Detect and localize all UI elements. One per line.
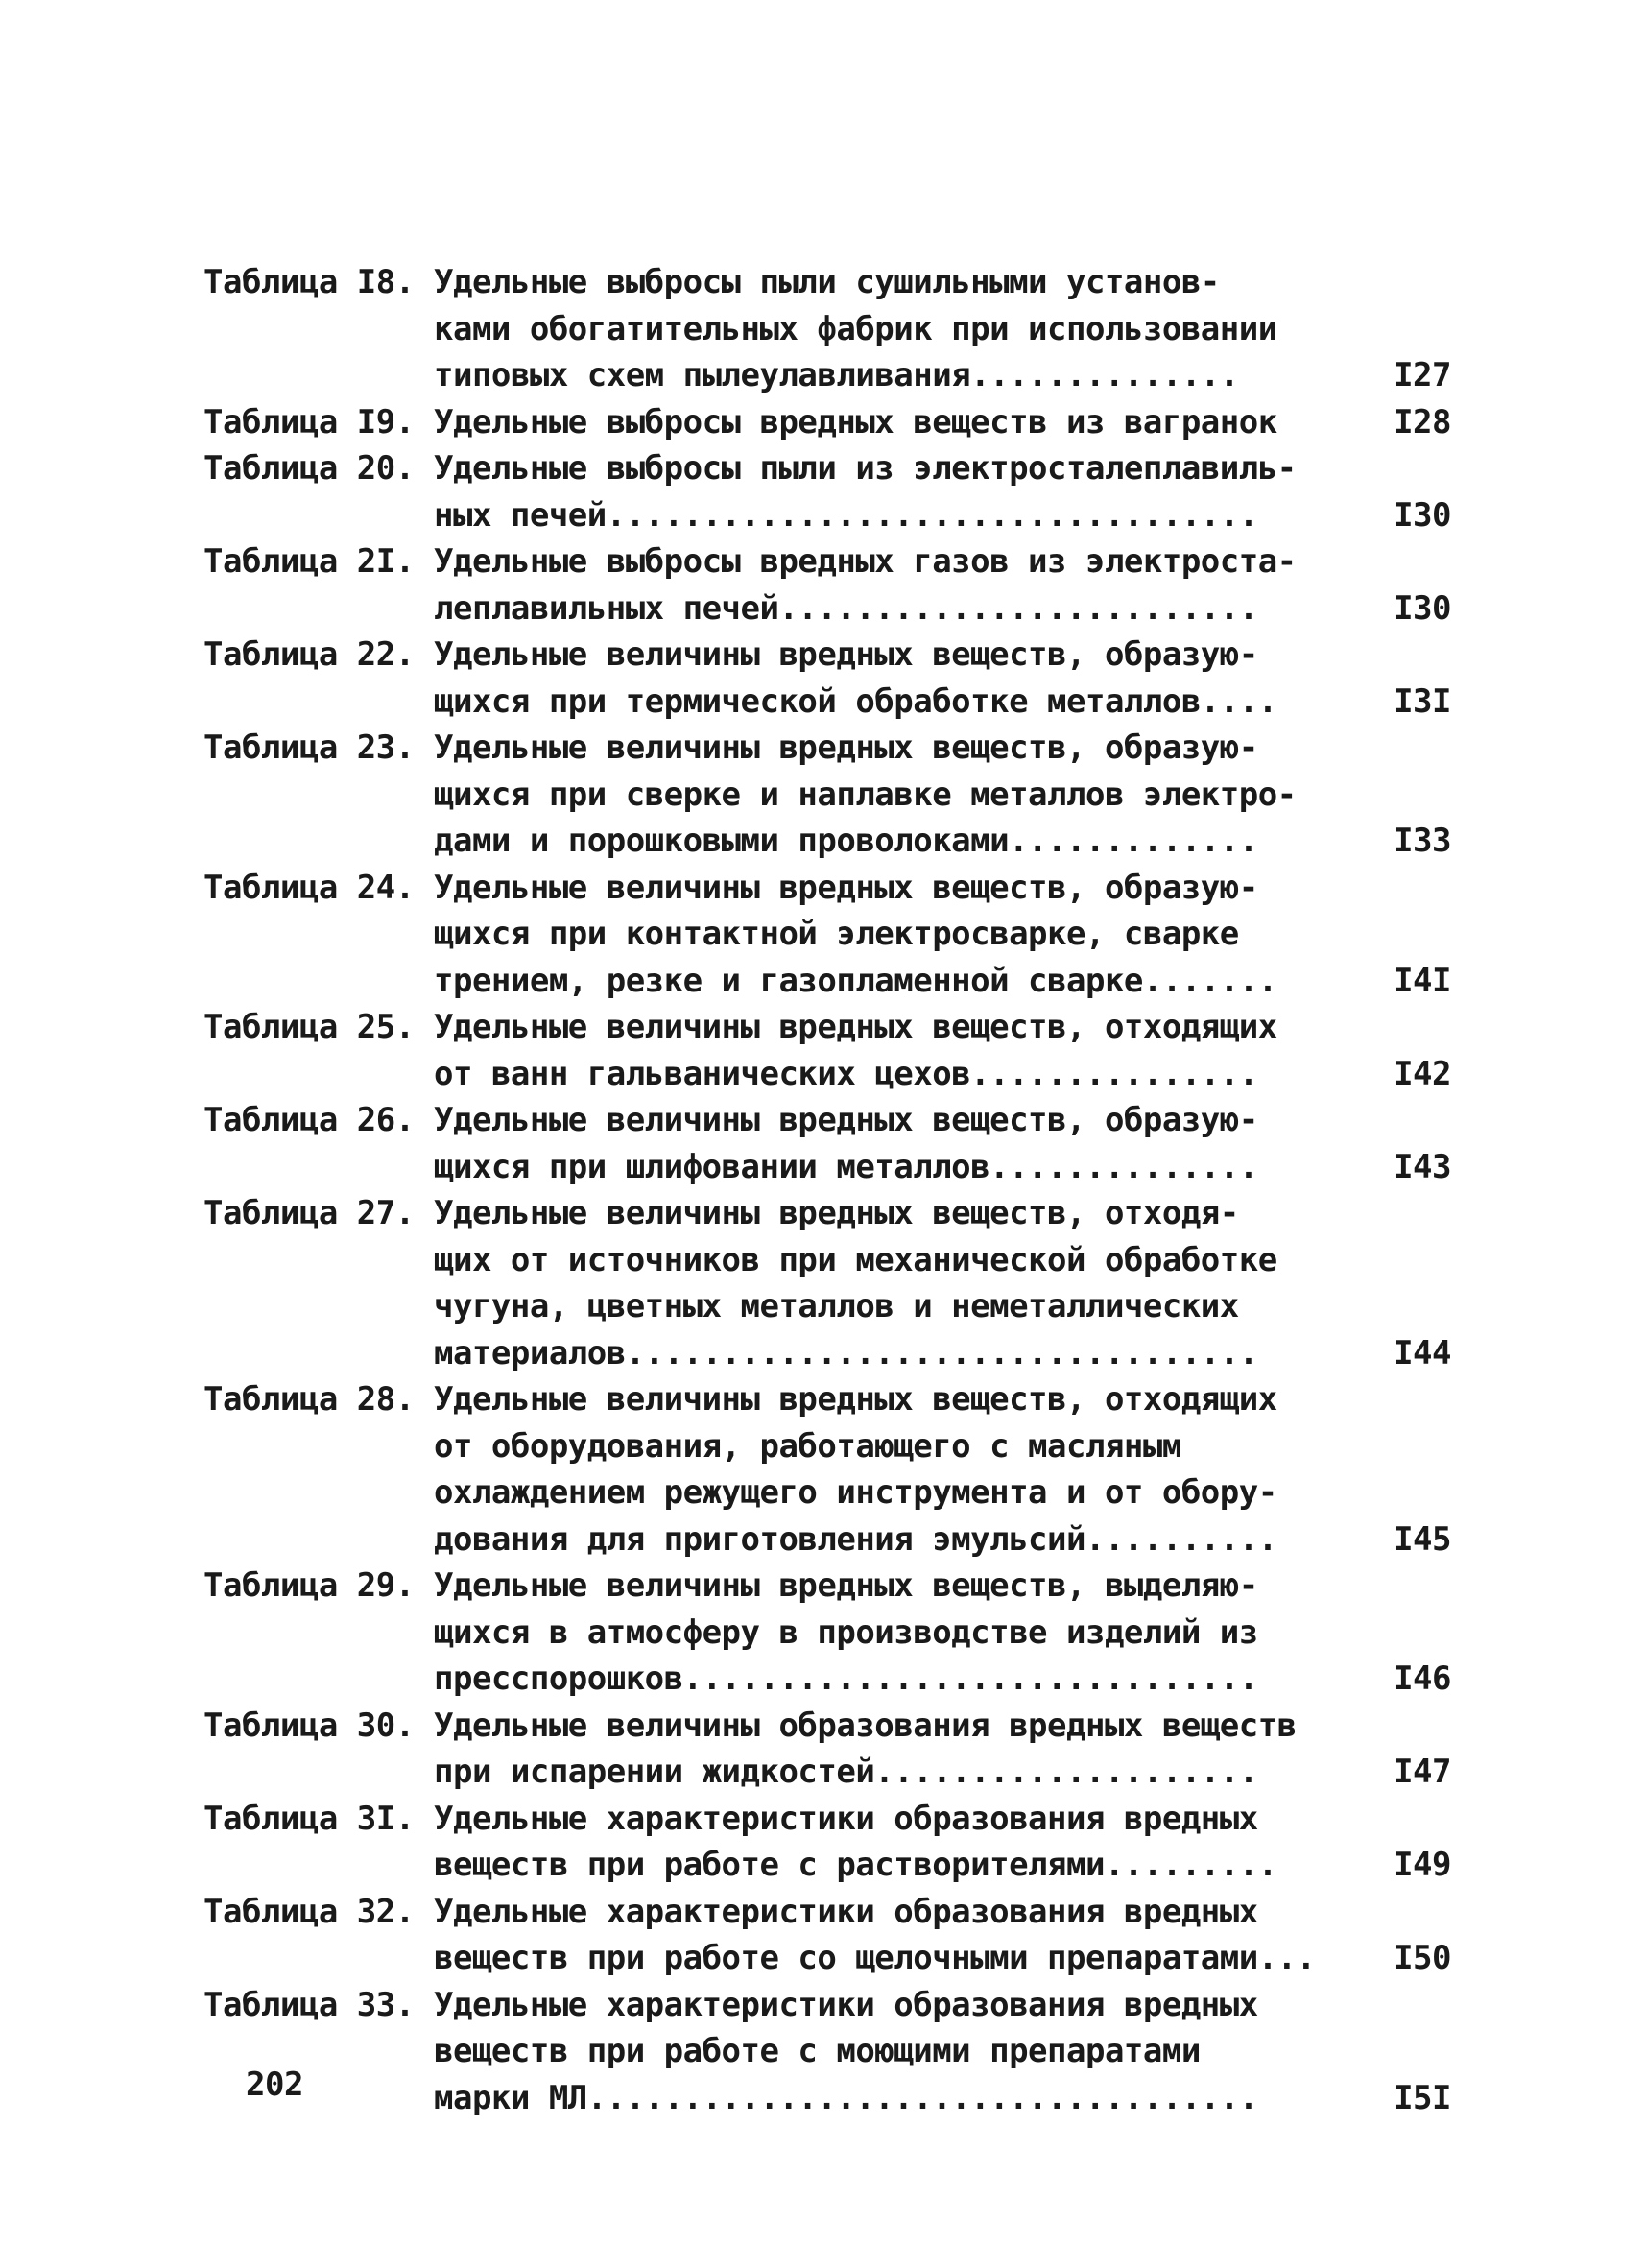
- toc-entry-title: Удельные величины вредных веществ, отходя- щих от источников при механической обработке чугуна, цветных металлов и неметаллических материалов.................................: [434, 1194, 1277, 1373]
- toc-entry: [203, 1889, 1451, 1982]
- toc-entry-label: Таблица 32.: [203, 1892, 415, 1931]
- toc-entry-title: Удельные выбросы пыли сушильными установ- ками обогатительных фабрик при использовании типовых схем пылеулавливания..............: [434, 263, 1277, 394]
- toc-entry: [203, 538, 1451, 632]
- toc-entry: [203, 632, 1451, 725]
- toc-entry-label: Таблица 23.: [203, 728, 415, 767]
- toc-entry-label: Таблица I9.: [203, 402, 415, 442]
- toc-entry-page: I46: [1394, 1659, 1451, 1698]
- toc-entry-label: Таблица 25.: [203, 1008, 415, 1046]
- toc-entry-title: Удельные величины вредных веществ, образую- щихся при шлифовании металлов..............: [434, 1101, 1258, 1186]
- page-number: 202: [246, 2065, 303, 2104]
- toc-entry: [203, 1376, 1451, 1563]
- toc-entry-label: Таблица 28.: [203, 1380, 415, 1419]
- toc-entry: [203, 1982, 1451, 2122]
- toc-entry-title: Удельные характеристики образования вредных веществ при работе со щелочными препаратами...: [434, 1892, 1316, 1977]
- toc-entry-title: Удельные величины вредных веществ, отходящих от оборудования, работающего с масляным охлаждением режущего инструмента и от обору- дования для приготовления эмульсий..........: [434, 1380, 1277, 1559]
- toc-entry: [203, 1703, 1451, 1796]
- toc-entry-label: Таблица I8.: [203, 263, 415, 301]
- toc-entry-page: I27: [1394, 356, 1451, 394]
- toc-entry: [203, 865, 1451, 1005]
- toc-entry-page: I30: [1394, 588, 1451, 628]
- toc-entry: [203, 1190, 1451, 1376]
- toc-entry: [203, 259, 1451, 399]
- toc-entry-title: Удельные выбросы пыли из электросталеплавиль- ных печей..................................: [434, 449, 1297, 535]
- toc-entry: [203, 399, 1451, 446]
- toc-entry-label: Таблица 30.: [203, 1706, 415, 1745]
- toc-entry-title: Удельные выбросы вредных газов из электроста- леплавильных печей.........................: [434, 542, 1297, 628]
- toc-entry-label: Таблица 24.: [203, 868, 415, 907]
- toc-entry-title: Удельные величины вредных веществ, образую- щихся при контактной электросварке, сварке трением, резке и газопламенной сварке.......: [434, 868, 1277, 1000]
- toc-entry-label: Таблица 22.: [203, 635, 415, 674]
- toc-entry-title: Удельные выбросы вредных веществ из вагранок: [434, 402, 1277, 442]
- toc-entry: [203, 1796, 1451, 1889]
- toc-entry-page: I3I: [1394, 681, 1451, 721]
- toc-entry: [203, 1004, 1451, 1097]
- toc-entry: [203, 445, 1451, 538]
- toc-entry-page: I43: [1394, 1147, 1451, 1186]
- toc-entry-label: Таблица 29.: [203, 1566, 415, 1605]
- toc-entry: [203, 1097, 1451, 1190]
- toc-entry-page: I50: [1394, 1939, 1451, 1977]
- toc-entry-label: Таблица 26.: [203, 1101, 415, 1139]
- toc-entry-title: Удельные характеристики образования вредных веществ при работе с растворителями.........: [434, 1799, 1277, 1884]
- toc-entry-page: I5I: [1394, 2078, 1451, 2117]
- toc-entry-page: I33: [1394, 822, 1451, 860]
- toc-entry-page: I28: [1394, 402, 1451, 442]
- toc-entry-title: Удельные величины вредных веществ, образую- щихся при термической обработке металлов....: [434, 635, 1277, 721]
- toc-entry-label: Таблица 3I.: [203, 1799, 415, 1838]
- toc-entry-page: I44: [1394, 1333, 1451, 1373]
- toc-entry-page: I45: [1394, 1519, 1451, 1559]
- toc-entry-title: Удельные величины образования вредных веществ при испарении жидкостей....................: [434, 1706, 1297, 1791]
- toc-entry: [203, 725, 1451, 865]
- table-of-contents: [203, 259, 1451, 2121]
- toc-entry-label: Таблица 20.: [203, 449, 415, 488]
- toc-entry-label: Таблица 33.: [203, 1985, 415, 2024]
- toc-entry-page: I47: [1394, 1753, 1451, 1791]
- toc-entry-page: I30: [1394, 495, 1451, 535]
- toc-entry-page: I42: [1394, 1054, 1451, 1093]
- toc-entry-title: Удельные величины вредных веществ, отходящих от ванн гальванических цехов...............: [434, 1008, 1277, 1093]
- toc-entry-title: Удельные величины вредных веществ, образую- щихся при сверке и наплавке металлов электро- дами и порошковыми проволоками.............: [434, 728, 1297, 860]
- toc-entry-page: I4I: [1394, 961, 1451, 1000]
- toc-entry-title: Удельные характеристики образования вредных веществ при работе с моющими препаратами марки МЛ...................................: [434, 1985, 1258, 2117]
- toc-entry-label: Таблица 2I.: [203, 542, 415, 581]
- toc-entry-label: Таблица 27.: [203, 1194, 415, 1232]
- toc-entry: [203, 1563, 1451, 1703]
- toc-entry-title: Удельные величины вредных веществ, выделяю- щихся в атмосферу в производстве изделий из пресспорошков..............................: [434, 1566, 1258, 1698]
- toc-entry-page: I49: [1394, 1846, 1451, 1884]
